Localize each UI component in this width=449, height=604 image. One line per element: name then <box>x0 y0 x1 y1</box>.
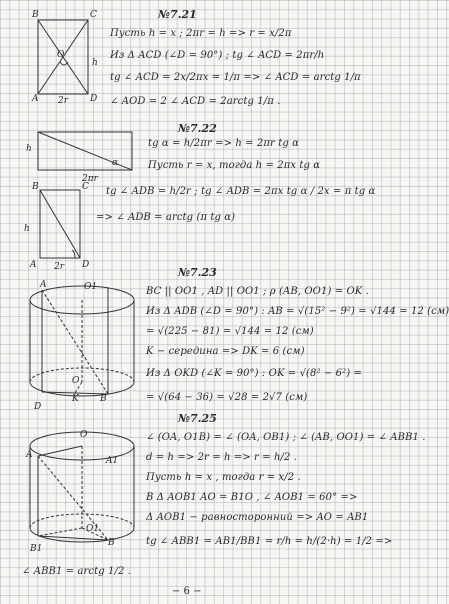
solution-line: = √(225 − 81) = √144 = 12 (см) <box>146 326 314 337</box>
solution-line: Из Δ ADB (∠D = 90°) : AB = √(15² − 9²) = √144 = 12 (см) <box>146 306 449 317</box>
solution-line: Δ AOB1 − равносторонний => AO = AB1 <box>146 512 369 523</box>
point-label: D <box>90 94 98 104</box>
side-label: 2r <box>58 96 69 106</box>
problem-title: №7.21 <box>158 8 197 21</box>
problem-title: №7.22 <box>178 122 217 135</box>
angle-label: α <box>112 158 119 168</box>
solution-line: Пусть h = x , тогда r = x/2 . <box>146 472 301 483</box>
point-label: A <box>26 450 33 460</box>
point-label: C <box>90 10 97 20</box>
solution-line: ∠ AOD = 2 ∠ ACD = 2arctg 1/π . <box>110 96 281 107</box>
side-label: 2πr <box>82 174 98 184</box>
side-label: 2r <box>54 262 65 272</box>
point-label: D <box>34 402 42 412</box>
solution-line: tg α = h/2πr => h = 2πr tg α <box>148 138 299 149</box>
point-label: O <box>72 376 80 386</box>
problem-title: №7.23 <box>178 266 217 279</box>
lateral-surface-rectangle-figure <box>36 130 136 174</box>
page-number: − 6 − <box>172 586 202 597</box>
point-label: B <box>32 10 39 20</box>
point-label: A <box>30 260 37 270</box>
point-label: A <box>40 280 47 290</box>
side-label: h <box>92 58 98 68</box>
point-label: C <box>82 182 89 192</box>
point-label: B1 <box>30 544 43 554</box>
point-label: O1 <box>84 282 98 292</box>
solution-line: tg ∠ ABB1 = AB1/BB1 = r/h = h/(2·h) = 1/2 => <box>146 536 393 547</box>
point-label: O <box>80 430 88 440</box>
solution-line: BC || OO1 , AD || OO1 ; ρ (AB, OO1) = OK . <box>146 286 369 297</box>
solution-line: d = h => 2r = h => r = h/2 . <box>146 452 297 463</box>
point-label: B <box>32 182 39 192</box>
solution-line: => ∠ ADB = arctg (π tg α) <box>96 212 236 223</box>
point-label: D <box>82 260 90 270</box>
point-label: O1 <box>86 524 100 534</box>
point-label: B <box>108 538 115 548</box>
solution-line: K − середина => DK = 6 (см) <box>146 346 305 357</box>
cylinder-skew-lines-figure <box>24 428 142 556</box>
problem-title: №7.25 <box>178 412 217 425</box>
point-label: B <box>100 394 107 404</box>
point-label: A1 <box>106 456 119 466</box>
solution-line: Пусть h = x ; 2πr = h => r = x/2π <box>110 28 292 39</box>
solution-line: = √(64 − 36) = √28 = 2√7 (см) <box>146 392 308 403</box>
point-label: A <box>32 94 39 104</box>
solution-line: Из Δ OKD (∠K = 90°) : OK = √(8² − 6²) = <box>146 368 362 379</box>
solution-line: tg ∠ ACD = 2x/2πx = 1/π => ∠ ACD = arctg 1/π <box>110 72 361 83</box>
cylinder-unfolding-rectangle-figure <box>34 18 94 102</box>
solution-line: Из Δ ACD (∠D = 90°) ; tg ∠ ACD = 2πr/h <box>110 50 325 61</box>
point-label: O <box>57 50 65 60</box>
solution-line: Пусть r = x, тогда h = 2πx tg α <box>148 160 321 171</box>
solution-line: tg ∠ ADB = h/2r ; tg ∠ ADB = 2πx tg α / 2x = π tg α <box>106 186 376 197</box>
cylinder-section-figure <box>24 282 142 410</box>
solution-line: В Δ AOB1 AO = B1O , ∠ AOB1 = 60° => <box>146 492 358 503</box>
solution-line: ∠ ABB1 = arctg 1/2 . <box>22 566 131 577</box>
point-label: K <box>72 394 79 404</box>
side-label: h <box>26 144 32 154</box>
axial-section-figure <box>36 188 86 262</box>
side-label: h <box>24 224 30 234</box>
solution-line: ∠ (OA, O1B) = ∠ (OA, OB1) ; ∠ (AB, OO1) = ∠ ABB1 . <box>146 432 426 443</box>
